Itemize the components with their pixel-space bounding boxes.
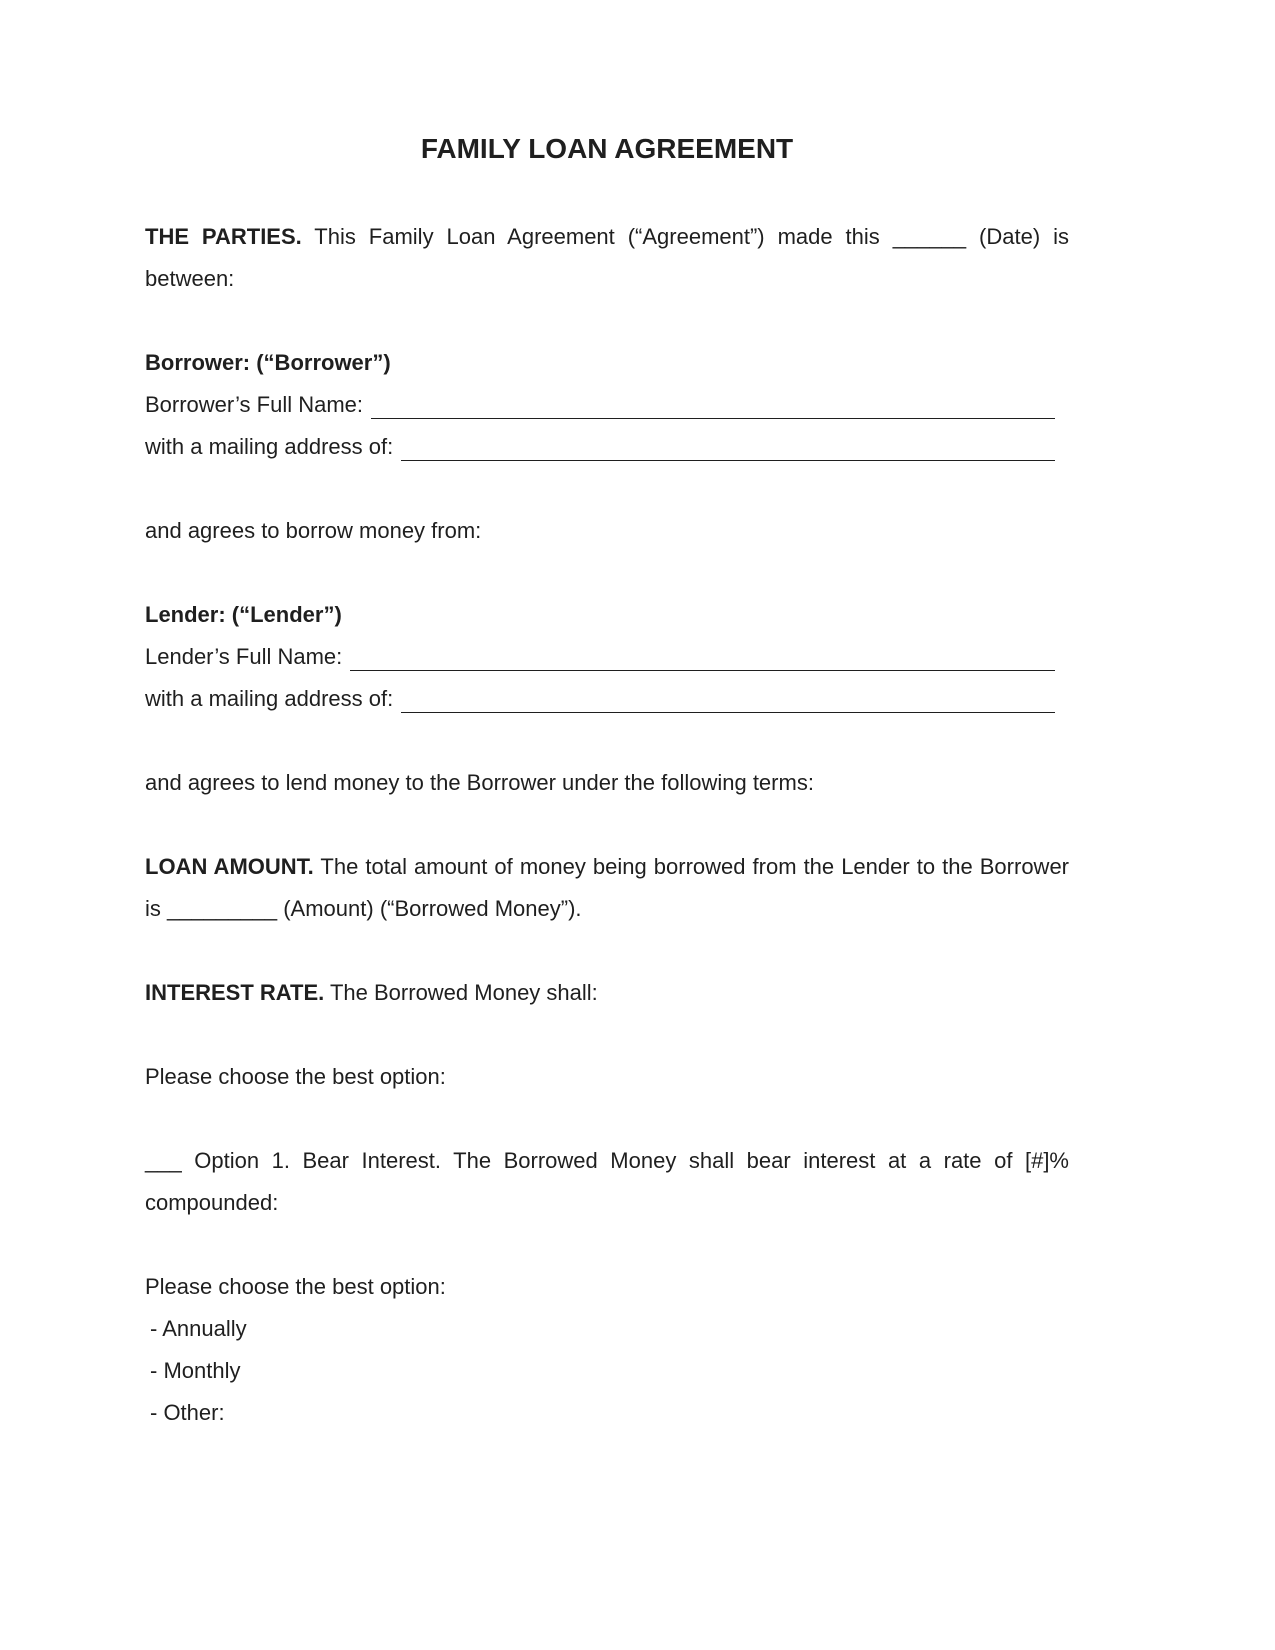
lender-address-row xyxy=(145,678,1069,720)
lender-name-row xyxy=(145,636,1069,678)
borrower-name-row xyxy=(145,384,1069,426)
interest-compound-options xyxy=(145,1308,1069,1434)
choose-option-text-2: Please choose the best option: xyxy=(145,1274,446,1299)
choose-option-text-1: Please choose the best option: xyxy=(145,1064,446,1089)
lender-address-blank[interactable] xyxy=(401,678,1055,713)
interest-rate-label: INTEREST RATE. xyxy=(145,980,325,1005)
borrower-name-label: Borrower’s Full Name: xyxy=(145,392,364,417)
lender-name-blank[interactable] xyxy=(350,636,1055,671)
option-other: - Other: xyxy=(150,1400,225,1425)
option1-paragraph: ___ Option 1. Bear Interest. The Borrowed Money shall bear interest at a rate of [#]% compounded: xyxy=(145,1148,1069,1215)
loan-amount-paragraph xyxy=(145,846,1069,930)
option-annually: - Annually xyxy=(150,1316,247,1341)
borrower-address-blank[interactable] xyxy=(401,426,1055,461)
borrower-address-row xyxy=(145,426,1069,468)
loan-amount-text: The total amount of money being borrowed from the Lender to the Borrower is _________ (Amount) (“Borrowed Money”). xyxy=(145,854,1070,921)
lend-terms-text: and agrees to lend money to the Borrower under the following terms: xyxy=(145,770,814,795)
interest-rate-text: The Borrowed Money shall: xyxy=(324,980,598,1005)
document-title: FAMILY LOAN AGREEMENT xyxy=(420,133,794,164)
parties-text: This Family Loan Agreement (“Agreement”) made this ______ (Date) is between: xyxy=(145,224,1069,291)
option-monthly: - Monthly xyxy=(150,1358,241,1383)
lender-section xyxy=(145,594,1069,720)
lender-heading: Lender: (“Lender”) xyxy=(145,602,342,627)
interest-rate-paragraph xyxy=(145,972,1069,1014)
lender-address-label: with a mailing address of: xyxy=(145,686,394,711)
borrower-address-label: with a mailing address of: xyxy=(145,434,394,459)
borrower-section xyxy=(145,342,1069,468)
borrower-heading: Borrower: (“Borrower”) xyxy=(145,350,391,375)
parties-paragraph xyxy=(145,216,1069,300)
loan-amount-label: LOAN AMOUNT. xyxy=(145,854,314,879)
borrower-name-blank[interactable] xyxy=(371,384,1055,419)
lender-name-label: Lender’s Full Name: xyxy=(145,644,343,669)
parties-label: THE PARTIES. xyxy=(145,224,302,249)
borrow-from-text: and agrees to borrow money from: xyxy=(145,518,482,543)
